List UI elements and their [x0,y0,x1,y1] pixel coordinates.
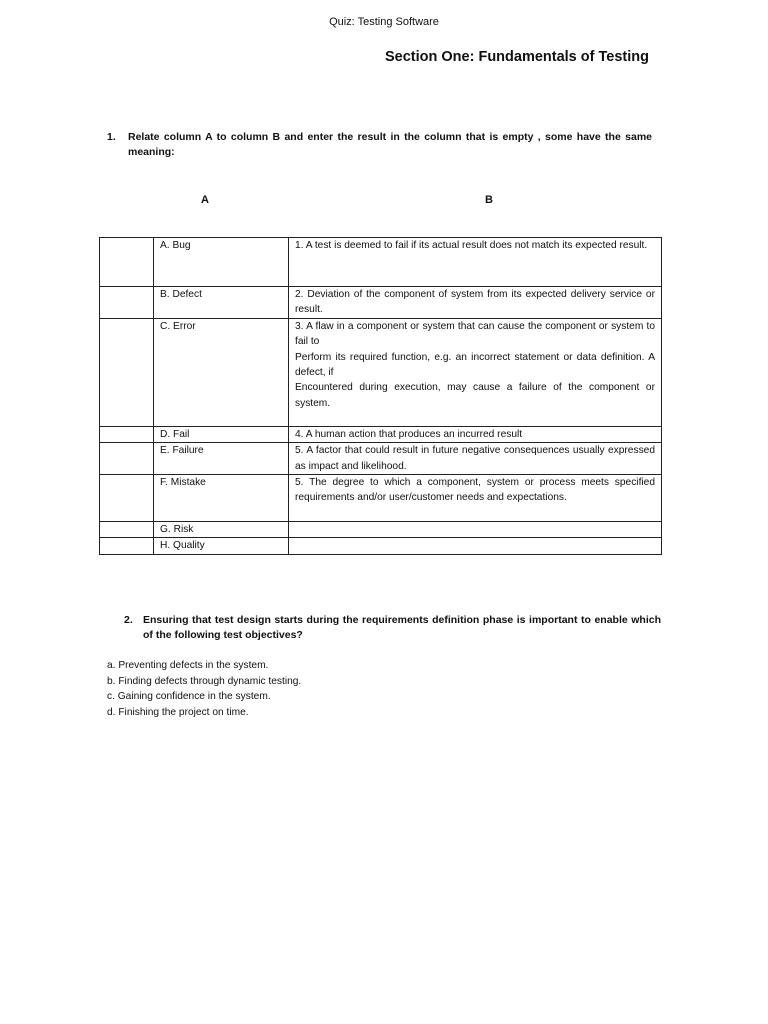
term-cell: G. Risk [154,522,289,538]
answer-cell[interactable] [100,443,154,475]
definition-text: 5. The degree to which a component, system or process meets specified requirements and/or user/customer needs and expectations. [295,477,655,504]
definition-cell [289,426,662,442]
definition-cell [289,318,662,426]
term-cell: A. Bug [154,238,289,287]
table-row [100,538,662,554]
definition-text: 1. A test is deemed to fail if its actual result does not match its expected result. [295,240,648,251]
table-row [100,287,662,319]
answer-cell[interactable] [100,522,154,538]
term-cell: H. Quality [154,538,289,554]
question-1-text: Relate column A to column B and enter the result in the column that is empty , some have the same meaning: [128,131,652,158]
answer-cell[interactable] [100,238,154,287]
question-2 [124,613,661,643]
answer-cell[interactable] [100,475,154,522]
definition-cell [289,238,662,287]
definition-text: Encountered during execution, may cause a failure of the component or system. [295,382,655,409]
table-row [100,443,662,475]
definition-text: 3. A flaw in a component or system that can cause the component or system to fail to [295,320,655,348]
option-c[interactable]: c. Gaining confidence in the system. [107,691,271,703]
option-a[interactable]: a. Preventing defects in the system. [107,660,269,671]
section-title: Section One: Fundamentals of Testing [385,49,649,65]
page-header: Quiz: Testing Software [329,16,439,28]
column-a-header: A [201,194,209,206]
definition-text: 2. Deviation of the component of system from its expected delivery service or result. [295,289,655,316]
term-cell: D. Fail [154,426,289,442]
term-cell: F. Mistake [154,475,289,522]
definition-text: 4. A human action that produces an incurred result [295,428,523,440]
definition-text: 5. A factor that could result in future negative consequences usually expressed as impact and likelihood. [295,445,655,472]
question-2-number: 2. [124,614,133,626]
option-d[interactable]: d. Finishing the project on time. [107,706,249,718]
table-row [100,238,662,287]
table-row [100,318,662,426]
definition-cell [289,287,662,319]
definition-cell[interactable] [289,538,662,554]
table-row [100,522,662,538]
definition-cell [289,443,662,475]
answer-cell[interactable] [100,287,154,319]
term-cell: B. Defect [154,287,289,319]
question-2-text: Ensuring that test design starts during the requirements definition phase is important to enable which of the following test objectives? [143,614,661,641]
column-b-header: B [485,194,493,206]
table-row [100,475,662,522]
answer-options [107,658,301,720]
answer-cell[interactable] [100,538,154,554]
question-1 [107,130,652,160]
term-cell: E. Failure [154,443,289,475]
answer-cell[interactable] [100,426,154,442]
definition-cell [289,475,662,522]
option-b[interactable]: b. Finding defects through dynamic testing. [107,675,302,687]
term-cell: C. Error [154,318,289,426]
question-1-number: 1. [107,131,116,143]
definition-cell[interactable] [289,522,662,538]
table-row [100,426,662,442]
matching-table [99,237,662,555]
answer-cell[interactable] [100,318,154,426]
definition-text: Perform its required function, e.g. an incorrect statement or data definition. A defect, if [295,351,655,379]
